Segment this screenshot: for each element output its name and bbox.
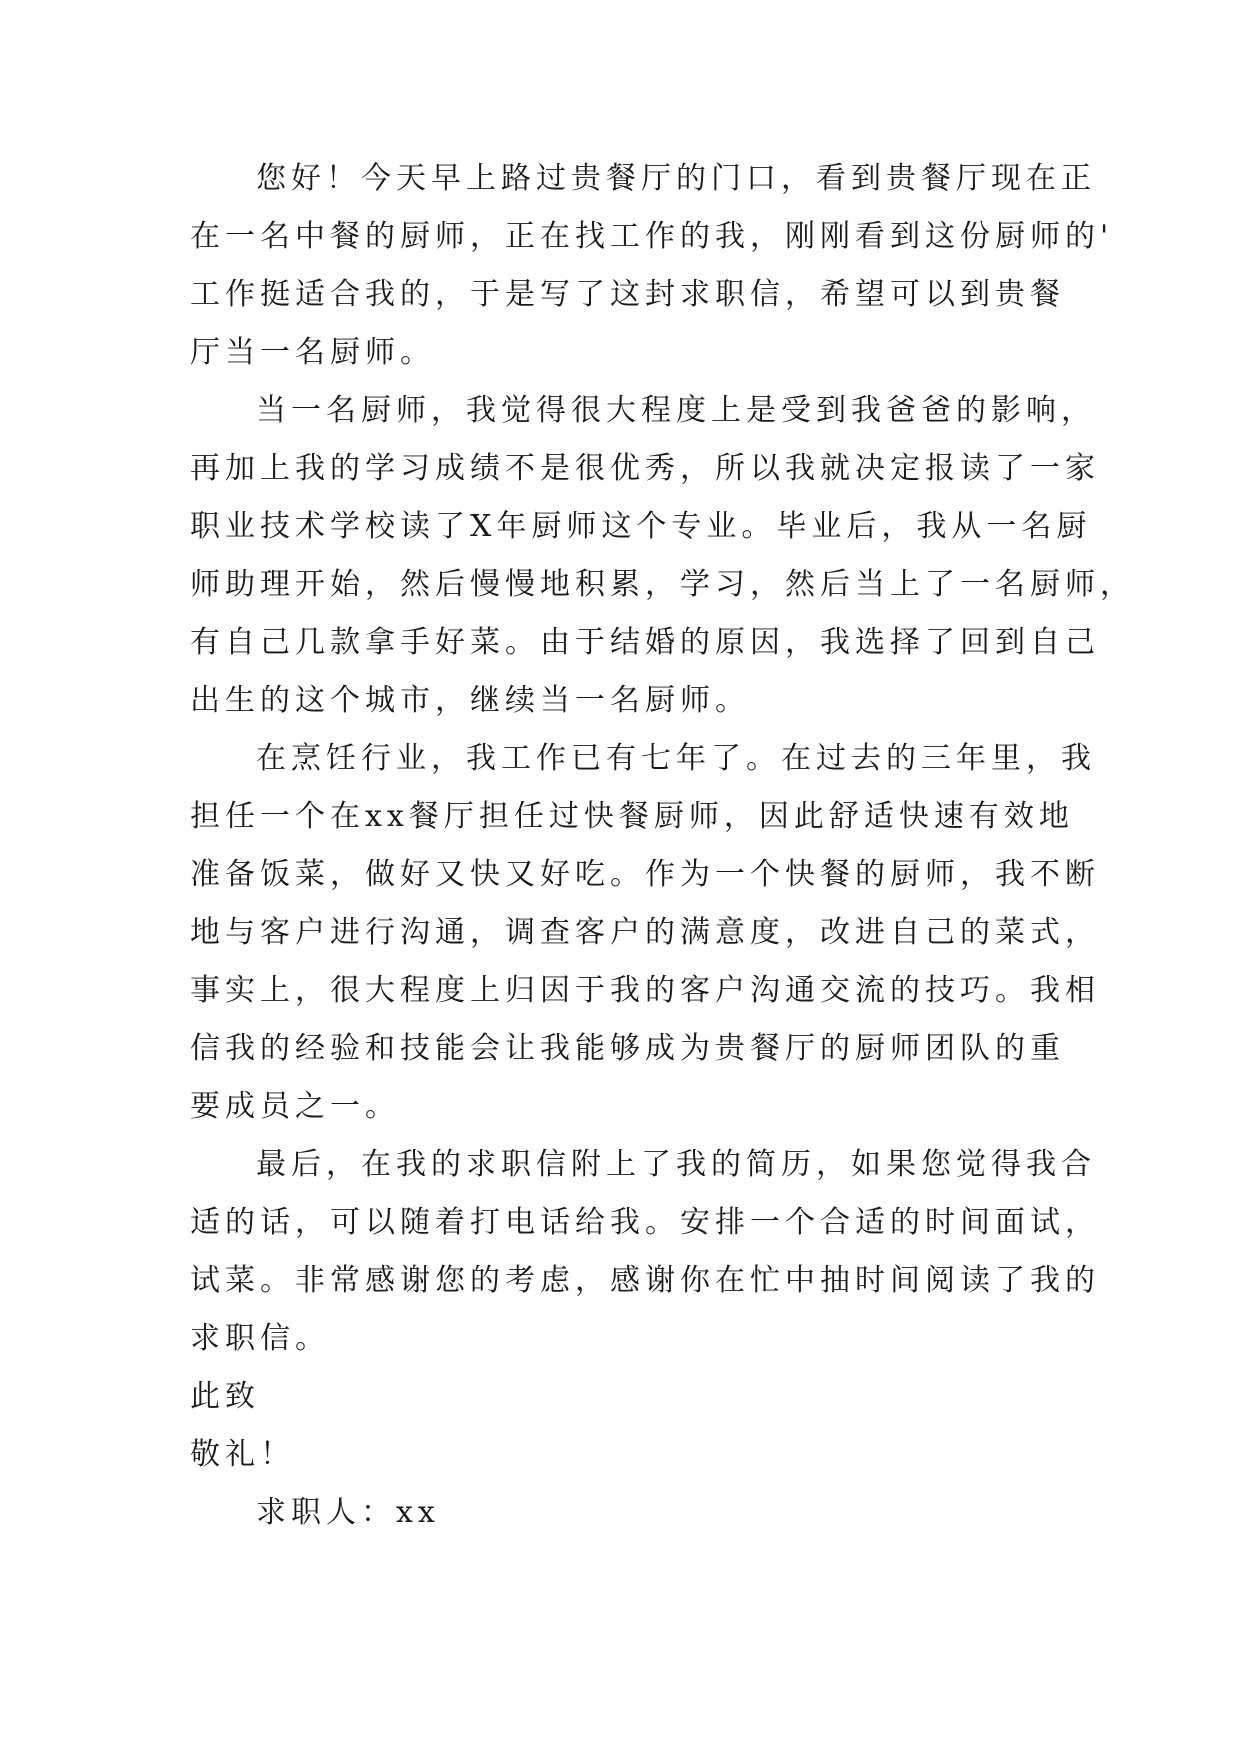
paragraph-3-line-6: 信我的经验和技能会让我能够成为贵餐厅的厨师团队的重: [190, 1031, 1065, 1066]
paragraph-2-line-5: 有自己几款拿手好菜。由于结婚的原因，我选择了回到自己: [190, 625, 1100, 660]
closing-salutation: 此致: [190, 1379, 260, 1414]
paragraph-4-line-4: 求职信。: [190, 1321, 330, 1356]
paragraph-4-line-1: 最后，在我的求职信附上了我的简历，如果您觉得我合: [256, 1147, 1096, 1182]
paragraph-1-line-2: 在一名中餐的厨师，正在找工作的我，刚刚看到这份厨师的': [190, 219, 1114, 254]
paragraph-3-line-2: 担任一个在xx餐厅担任过快餐厨师，因此舒适快速有效地: [190, 799, 1074, 834]
paragraph-1-line-1: 您好！今天早上路过贵餐厅的门口，看到贵餐厅现在正: [256, 161, 1096, 196]
paragraph-2-line-1: 当一名厨师，我觉得很大程度上是受到我爸爸的影响，: [256, 393, 1096, 428]
paragraph-3-line-3: 准备饭菜，做好又快又好吃。作为一个快餐的厨师，我不断: [190, 857, 1100, 892]
paragraph-3-line-1: 在烹饪行业，我工作已有七年了。在过去的三年里，我: [256, 741, 1096, 776]
paragraph-1-line-4: 厅当一名厨师。: [190, 335, 435, 370]
paragraph-3-line-5: 事实上，很大程度上归因于我的客户沟通交流的技巧。我相: [190, 973, 1100, 1008]
paragraph-2-line-3: 职业技术学校读了X年厨师这个专业。毕业后，我从一名厨: [190, 509, 1092, 544]
paragraph-3-line-4: 地与客户进行沟通，调查客户的满意度，改进自己的菜式，: [190, 915, 1100, 950]
paragraph-2-line-6: 出生的这个城市，继续当一名厨师。: [190, 683, 750, 718]
signature: 求职人：xx: [256, 1495, 440, 1530]
paragraph-4-line-2: 适的话，可以随着打电话给我。安排一个合适的时间面试，: [190, 1205, 1100, 1240]
paragraph-2-line-4: 师助理开始，然后慢慢地积累，学习，然后当上了一名厨师，: [190, 567, 1135, 602]
paragraph-4-line-3: 试菜。非常感谢您的考虑，感谢你在忙中抽时间阅读了我的: [190, 1263, 1100, 1298]
paragraph-1-line-3: 工作挺适合我的，于是写了这封求职信，希望可以到贵餐: [190, 277, 1065, 312]
closing-regards: 敬礼！: [190, 1437, 295, 1472]
paragraph-3-line-7: 要成员之一。: [190, 1089, 400, 1124]
paragraph-2-line-2: 再加上我的学习成绩不是很优秀，所以我就决定报读了一家: [190, 451, 1100, 486]
